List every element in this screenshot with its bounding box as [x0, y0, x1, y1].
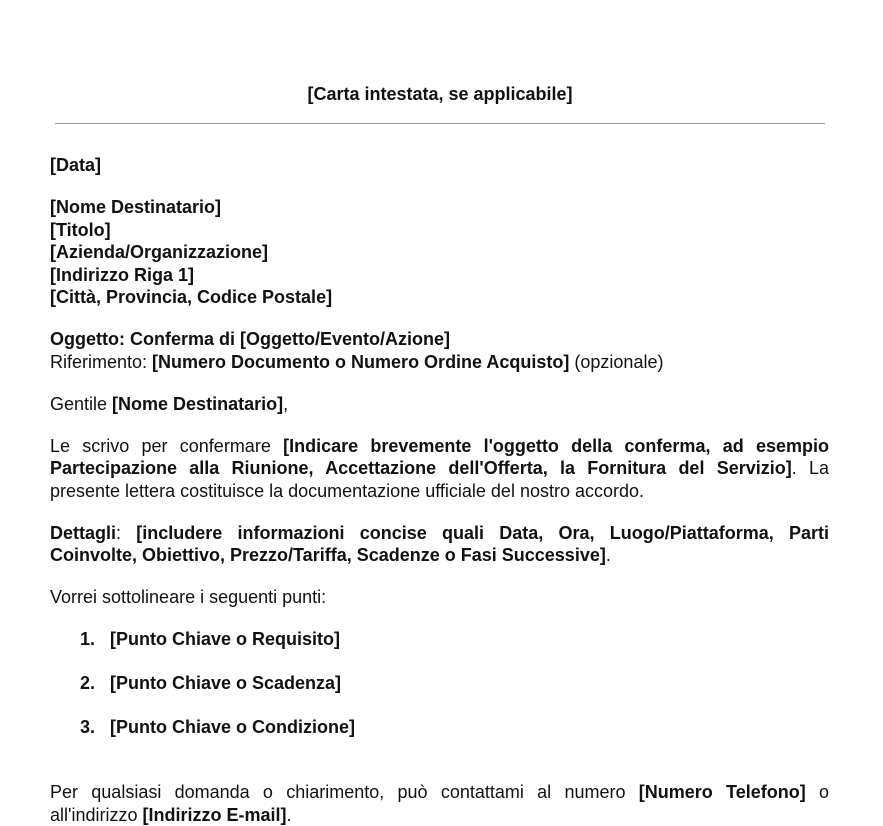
- recipient-name: [Nome Destinatario]: [50, 197, 222, 217]
- spacer: [50, 760, 829, 781]
- letter-body: [50, 154, 829, 826]
- letterhead-divider: [55, 123, 825, 124]
- recipient-address: [50, 196, 829, 309]
- list-item: [50, 716, 829, 739]
- intro-prefix: Le scrivo per confermare: [50, 435, 284, 456]
- list-item-number: 3.: [80, 717, 96, 737]
- recipient-company: [Azienda/Organizzazione]: [50, 242, 269, 262]
- letter-date: [Data]: [50, 155, 102, 175]
- greeting: [50, 393, 829, 416]
- contact-prefix: Per qualsiasi domanda o chiarimento, può contattami al numero: [50, 782, 639, 802]
- details-label: Dettagli: [50, 522, 117, 543]
- details-colon: :: [116, 522, 137, 543]
- points-intro: Vorrei sottolineare i seguenti punti:: [50, 587, 327, 607]
- details-suffix: .: [605, 545, 611, 565]
- reference-value: [Numero Documento o Numero Ordine Acquisto]: [152, 351, 570, 372]
- list-item: [50, 672, 829, 695]
- contact-paragraph: [50, 781, 829, 826]
- greeting-name: [Nome Destinatario]: [112, 393, 284, 414]
- contact-phone: [Numero Telefono]: [638, 782, 806, 802]
- intro-bold: [Indicare brevemente l'oggetto della conferma, ad esempio Partecipazione alla Riunione, Accettazione dell'Offerta, la Fornitura del Servizio]: [50, 435, 829, 478]
- intro-suffix: . La presente lettera costituisce la documentazione ufficiale del nostro accordo.: [50, 458, 829, 501]
- details-paragraph: [50, 522, 829, 567]
- recipient-title: [Titolo]: [50, 219, 111, 240]
- greeting-suffix: ,: [283, 393, 289, 414]
- reference-label: Riferimento:: [50, 351, 153, 372]
- points-list: [50, 628, 829, 739]
- details-bold: [includere informazioni concise quali Data, Ora, Luogo/Piattaforma, Parti Coinvolte, Obiettivo, Prezzo/Tariffa, Scadenze o Fasi Successive]: [50, 522, 829, 565]
- reference-line: [50, 351, 829, 374]
- list-item-text: [Punto Chiave o Scadenza]: [110, 673, 342, 693]
- letterhead: [Carta intestata, se applicabile]: [307, 84, 573, 104]
- subject-block: [50, 328, 829, 373]
- subject-line: Oggetto: Conferma di [Oggetto/Evento/Azione]: [50, 329, 450, 349]
- list-item-text: [Punto Chiave o Requisito]: [110, 629, 341, 649]
- list-item-number: 1.: [80, 629, 96, 649]
- contact-middle: o all'indirizzo: [50, 782, 829, 825]
- greeting-prefix: Gentile: [50, 393, 113, 414]
- intro-paragraph: [50, 435, 829, 503]
- recipient-address-line1: [Indirizzo Riga 1]: [50, 264, 194, 285]
- contact-email: [Indirizzo E-mail]: [142, 804, 287, 825]
- list-item-text: [Punto Chiave o Condizione]: [110, 717, 355, 737]
- recipient-city-line: [Città, Provincia, Codice Postale]: [50, 287, 333, 307]
- reference-suffix: (opzionale): [569, 351, 664, 372]
- contact-suffix: .: [286, 804, 292, 825]
- list-item-number: 2.: [80, 673, 96, 693]
- list-item: [50, 628, 829, 651]
